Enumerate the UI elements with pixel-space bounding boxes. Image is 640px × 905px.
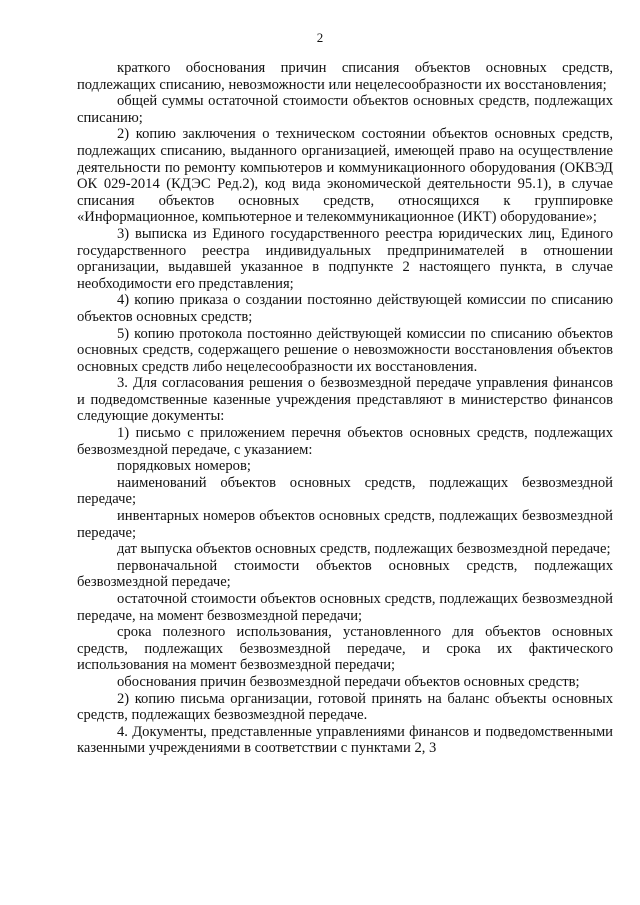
- paragraph-item-4-commission-order: 4) копию приказа о создании постоянно действующей комиссии по списанию объектов основных средств;: [77, 292, 613, 325]
- list-item-transfer-reasons: обоснования причин безвозмездной передачи объектов основных средств;: [117, 673, 580, 690]
- paragraph-item-5-commission-protocol: 5) копию протокола постоянно действующей комиссии по списанию объектов основных средств, содержащего решение о невозможности восстановления объектов основных средств либо нецелесообразности их восстановления.: [77, 325, 613, 375]
- list-item-residual-cost: остаточной стоимости объектов основных средств, подлежащих безвозмездной передаче, на момент безвозмездной передачи;: [77, 591, 613, 624]
- paragraph-section-3-item-1: 1) письмо с приложением перечня объектов основных средств, подлежащих безвозмездной передаче, с указанием:: [77, 425, 613, 458]
- list-item-names: наименований объектов основных средств, подлежащих безвозмездной передаче;: [77, 474, 613, 508]
- paragraph-justification: краткого обоснования причин списания объектов основных средств, подлежащих списанию, невозможности или нецелесообразности их восстановления;: [77, 60, 613, 93]
- list-item-serial-numbers: порядковых номеров;: [117, 458, 251, 475]
- paragraph-item-3-registry-extract: 3) выписка из Единого государственного реестра юридических лиц, Единого государственного реестра индивидуальных предпринимателей в отношении организации, выдавшей указанное в подпункте 2 настоящего пункта, в случае необходимости его представления;: [77, 225, 613, 292]
- list-item-release-dates: дат выпуска объектов основных средств, подлежащих безвозмездной передаче;: [117, 541, 611, 558]
- paragraph-section-3: 3. Для согласования решения о безвозмездной передаче управления финансов и подведомственные казенные учреждения представляют в министерство финансов следующие документы:: [77, 375, 613, 425]
- document-body: [77, 60, 613, 757]
- paragraph-item-2-tech-conclusion: 2) копию заключения о техническом состоянии объектов основных средств, подлежащих списанию, выданного организацией, имеющей право на осуществление деятельности по ремонту компьютеров и коммуникационного оборудования (ОКВЭД ОК 029-2014 (КДЭС Ред.2), код вида экономической деятельности 95.1), в случае списания объектов основных средств, относящихся к группировке «Информационное, компьютерное и телекоммуникационное (ИКТ) оборудование»;: [77, 126, 613, 226]
- paragraph-total-residual: общей суммы остаточной стоимости объектов основных средств, подлежащих списанию;: [77, 93, 613, 126]
- page-number: 2: [316, 30, 324, 45]
- list-item-useful-life: срока полезного использования, установленного для объектов основных средств, подлежащих безвозмездной передаче, и срока их фактического использования на момент безвозмездной передачи;: [77, 624, 613, 674]
- list-item-inventory-numbers: инвентарных номеров объектов основных средств, подлежащих безвозмездной передаче;: [77, 508, 613, 541]
- paragraph-section-3-item-2: 2) копию письма организации, готовой принять на баланс объекты основных средств, подлежащих безвозмездной передаче.: [77, 690, 613, 724]
- paragraph-section-4: 4. Документы, представленные управлениями финансов и подведомственными казенными учреждениями в соответствии с пунктами 2, 3: [77, 723, 613, 757]
- list-item-initial-cost: первоначальной стоимости объектов основных средств, подлежащих безвозмездной передаче;: [77, 557, 613, 591]
